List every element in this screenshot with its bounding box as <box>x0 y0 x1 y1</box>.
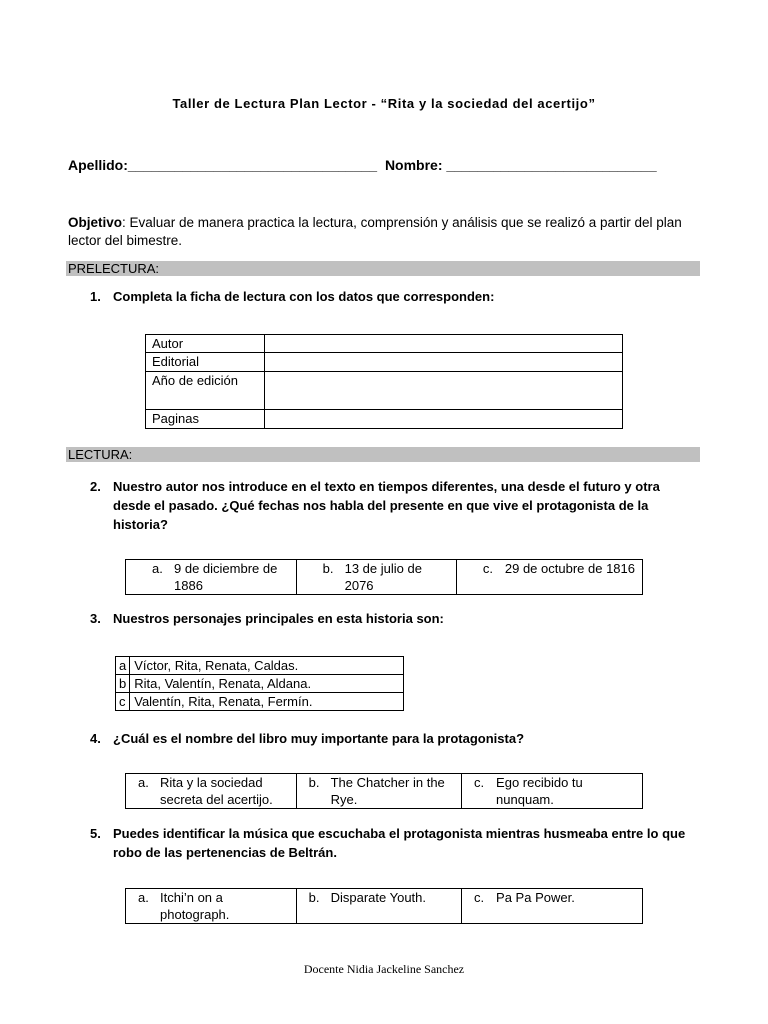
question-3 <box>90 609 700 628</box>
question-number: 4. <box>90 731 101 746</box>
option-cell[interactable] <box>126 560 297 595</box>
option-cell[interactable] <box>456 560 642 595</box>
page-title: Taller de Lectura Plan Lector - “Rita y la sociedad del acertijo” <box>172 96 596 111</box>
option-text: The Chatcher in the Rye. <box>330 775 445 807</box>
option-text: 9 de diciembre de 1886 <box>174 561 278 593</box>
question-number: 1. <box>90 289 101 304</box>
option-text: Pa Pa Power. <box>496 890 575 905</box>
nombre-blank[interactable]: ___________________________ <box>446 157 657 173</box>
question-2 <box>90 477 700 534</box>
q4-options-table <box>125 773 643 809</box>
footer-teacher: Docente Nidia Jackeline Sanchez <box>303 962 465 976</box>
question-1 <box>90 287 700 306</box>
question-text: Nuestros personajes principales en esta historia son: <box>113 611 444 626</box>
option-text: 13 de julio de 2076 <box>344 561 422 593</box>
question-text: ¿Cuál es el nombre del libro muy importante para la protagonista? <box>113 731 525 746</box>
apellido-blank[interactable]: ________________________________ <box>127 157 378 173</box>
question-5 <box>90 824 700 862</box>
objective-text: : Evaluar de manera practica la lectura, comprensión y análisis que se realizó a partir del plan lector del bimestre. <box>68 215 682 248</box>
ficha-value[interactable] <box>265 335 623 353</box>
option-letter: b. <box>322 561 334 576</box>
option-letter: c <box>116 693 130 711</box>
question-text: Completa la ficha de lectura con los datos que corresponden: <box>113 289 495 304</box>
option-cell[interactable] <box>296 889 461 924</box>
question-number: 5. <box>90 826 101 841</box>
option-letter: b. <box>308 890 320 905</box>
table-row[interactable] <box>116 657 404 675</box>
option-letter: b <box>116 675 130 693</box>
option-letter: c. <box>482 561 493 576</box>
option-text: Rita, Valentín, Renata, Aldana. <box>130 675 404 693</box>
ficha-label: Editorial <box>146 353 265 372</box>
table-row <box>126 889 643 924</box>
q3-options-table <box>115 656 404 711</box>
apellido-label: Apellido: <box>68 157 128 173</box>
option-letter: a <box>116 657 130 675</box>
table-row <box>126 560 643 595</box>
question-text: Puedes identificar la música que escuchaba el protagonista mientras husmeaba entre lo que robo de las pertenencias de Beltrán. <box>113 826 686 860</box>
option-text: Disparate Youth. <box>330 890 427 905</box>
option-text: Ego recibido tu nunquam. <box>496 775 583 807</box>
objective <box>68 214 708 250</box>
table-row <box>146 410 623 429</box>
option-cell[interactable] <box>462 889 643 924</box>
section-prelectura: PRELECTURA: <box>66 261 700 276</box>
option-cell[interactable] <box>126 889 297 924</box>
q2-options-table <box>125 559 643 595</box>
objective-label: Objetivo <box>68 215 123 230</box>
option-text: Rita y la sociedad secreta del acertijo. <box>160 775 273 807</box>
option-letter: a. <box>152 561 163 576</box>
ficha-value[interactable] <box>265 372 623 410</box>
option-letter: a. <box>138 775 149 790</box>
option-letter: b. <box>308 775 320 790</box>
option-letter: c. <box>474 890 485 905</box>
ficha-label: Paginas <box>146 410 265 429</box>
option-cell[interactable] <box>296 774 461 809</box>
ficha-value[interactable] <box>265 353 623 372</box>
ficha-label: Año de edición <box>146 372 265 410</box>
option-text: 29 de octubre de 1816 <box>504 561 635 576</box>
question-4 <box>90 729 700 748</box>
option-text: Itchi’n on a photograph. <box>160 890 230 922</box>
question-number: 3. <box>90 611 101 626</box>
q5-options-table <box>125 888 643 924</box>
option-cell[interactable] <box>296 560 456 595</box>
table-row <box>126 774 643 809</box>
option-cell[interactable] <box>462 774 643 809</box>
nombre-label: Nombre: <box>384 157 443 173</box>
option-letter: a. <box>138 890 149 905</box>
table-row <box>146 353 623 372</box>
table-row <box>146 335 623 353</box>
ficha-value[interactable] <box>265 410 623 429</box>
question-text: Nuestro autor nos introduce en el texto en tiempos diferentes, una desde el futuro y otra desde el pasado. ¿Qué fechas nos habla del presente en que vive el protagonista de la historia? <box>113 479 660 532</box>
table-row[interactable] <box>116 693 404 711</box>
section-lectura: LECTURA: <box>66 447 700 462</box>
table-row <box>146 372 623 410</box>
question-number: 2. <box>90 479 101 494</box>
option-text: Víctor, Rita, Renata, Caldas. <box>130 657 404 675</box>
table-row[interactable] <box>116 675 404 693</box>
ficha-table <box>145 334 623 429</box>
option-cell[interactable] <box>126 774 297 809</box>
ficha-label: Autor <box>146 335 265 353</box>
name-line <box>68 157 657 173</box>
option-text: Valentín, Rita, Renata, Fermín. <box>130 693 404 711</box>
option-letter: c. <box>474 775 485 790</box>
